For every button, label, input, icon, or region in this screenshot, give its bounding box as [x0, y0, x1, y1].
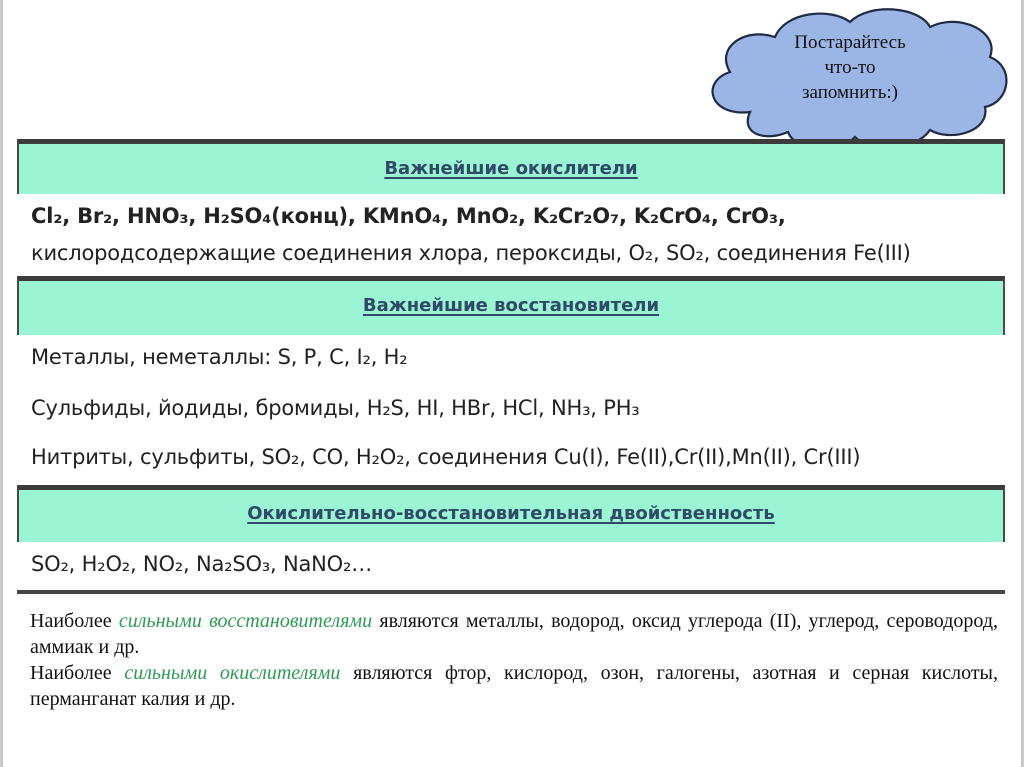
- reducers-row: Сульфиды, йодиды, бромиды, H₂S, HI, HBr, HCl, NH₃, PH₃: [31, 396, 640, 420]
- slide-frame-left: [0, 0, 3, 767]
- note-suffix: являются металлы, водород, оксид углерода (II), углерод, сероводород, аммиак и др.: [30, 610, 999, 658]
- section-title: Окислительно-восстановительная двойственность: [247, 503, 775, 524]
- section-title: Важнейшие окислители: [384, 158, 638, 179]
- callout-line: Постарайтесь: [794, 32, 906, 53]
- note-paragraph: [30, 608, 998, 660]
- section-header-reducers: [17, 276, 1005, 335]
- note-suffix: являются фтор, кислород, озон, галогены, азотная и серная кислоты, перманганат калия и др.: [30, 662, 998, 710]
- duality-row: SO₂, H₂O₂, NO₂, Na₂SO₃, NaNO₂…: [31, 552, 373, 576]
- callout-line: что-то: [824, 57, 876, 78]
- oxidizers-row: кислородсодержащие соединения хлора, пероксиды, O₂, SO₂, соединения Fe(III): [31, 241, 911, 265]
- note-prefix: Наиболее: [30, 610, 119, 632]
- section-header-duality: [17, 485, 1005, 542]
- section-header-oxidizers: [17, 139, 1005, 194]
- reducers-row: Металлы, неметаллы: S, P, C, I₂, H₂: [31, 345, 408, 369]
- callout-text: [770, 30, 930, 105]
- callout-line: запомнить:): [802, 82, 898, 103]
- reducers-row: Нитриты, сульфиты, SO₂, CO, H₂O₂, соединения Cu(I), Fe(II),Cr(II),Mn(II), Cr(III): [31, 445, 861, 469]
- section-title: Важнейшие восстановители: [362, 295, 660, 316]
- note-paragraph: [30, 660, 998, 712]
- note-prefix: Наиболее: [30, 662, 125, 684]
- note-emphasis: сильными окислителями: [124, 662, 341, 684]
- note-emphasis: сильными восстановителями: [118, 610, 373, 632]
- redox-table: [17, 139, 1005, 594]
- notes-block: [30, 608, 998, 712]
- oxidizers-row: Cl₂, Br₂, HNO₃, H₂SO₄(конц), KMnO₄, MnO₂, K₂Cr₂O₇, K₂CrO₄, CrO₃,: [31, 204, 786, 228]
